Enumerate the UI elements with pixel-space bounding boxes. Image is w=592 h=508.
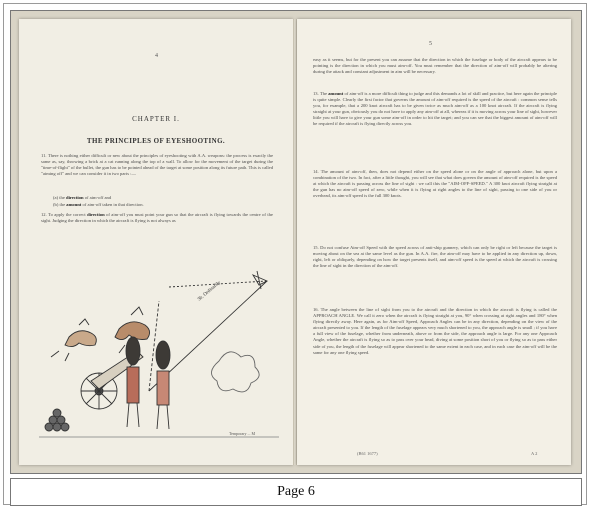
- footer-signature: A 2: [531, 451, 538, 456]
- list-item-b: (b) the amount of aim-off taken in that direction.: [53, 202, 144, 207]
- right-page-number: 5: [429, 41, 432, 47]
- section-heading: THE PRINCIPLES OF EYESHOOTING.: [86, 137, 226, 145]
- page-caption-bar: [10, 478, 582, 506]
- gunners-illustration: [29, 241, 291, 445]
- viewer-frame: [3, 3, 587, 505]
- paragraph-16: 16. The angle between the line of sight from you to the aircraft and the direction in which the aircraft is flying is called the APPROACH ANGLE. We call it zero when the aircraft is flying straight at you, 90° when crossing at right angles and 180° when flying directly away. Here again, as for Aim-off Speed, Approach Angles can be in any direction, depending on the view of the aircraft presented to you. If the length of the fuselage appears very much shortened to you, the approach angle is small ; if you have a full view of the fuselage, whether from underneath, above or from the side, the approach angle is large. For any one Approach Angle, whether the aircraft is flying so as to pass over your head, diving at some position short of you or flying so as to pass either side of you, the length of the fuselage will appear shortened to the same extent in each case, and in each case the aim-off will be the same for any one flying speed.: [313, 307, 557, 355]
- paragraph-11: 11. There is nothing either difficult or new about the principles of eyeshooting with A.A. weapons: the process is exactly the same as, say, throwing a brick at a cat running along the top of a wall. To allow for the movement of the target during the "time-of-flight" of the bullet, the gun has to be pointed ahead of the target at some position along its future path. This is called "aiming off" and we can consider it in two parts :—: [41, 153, 273, 177]
- page-caption: Page 6: [277, 484, 315, 499]
- scanned-spread: [10, 10, 582, 474]
- aircraft-sketch: [253, 271, 267, 289]
- chapter-title: CHAPTER I.: [132, 115, 180, 123]
- left-page: [19, 19, 293, 465]
- paragraph-12: 12. To apply the correct direction of aim-off you must point your gun so that the aircraft is flying towards the centre of the sight. Judging the direction in which the aircraft is flying is not always as: [41, 212, 273, 224]
- left-page-number: 4: [155, 53, 158, 59]
- right-page: [297, 19, 571, 465]
- list-item-a: (a) the direction of aim-off and: [53, 195, 112, 200]
- artist-signature: Temporary ... M: [229, 431, 256, 436]
- paragraph-14: 14. The amount of aim-off, then, does not depend either on the speed alone or on the angle of approach alone, but upon a combination of the two. In fact, after a little thought, you will see that what does govern the amount of aim-off required is the speed at which the aircraft is passing across the line of sight : we call this the "AIM-OFF-SPEED." A 300 knot aircraft flying straight at the gun has no aim-off speed of zero, while when it is flying at right angles to the line of sight, passing to one side of you or overhead, its aim-off speed is the full 300 knots.: [313, 169, 557, 199]
- paragraph-continued: easy as it seems, but for the present you can assume that the direction in which the fuselage or body of the aircraft appears to be pointing is the direction in which you must aim-off. You must remember that the direction of aim-off will probably be altering during the attack and constant adjustment in aim will be necessary.: [313, 57, 557, 75]
- footer-code: (B61 1677): [357, 451, 378, 456]
- paragraph-15: 15. Do not confuse Aim-off Speed with the speed across of anti-ship gunnery, which can only be right or left because the target is moving about on the sea at the same level as the gun. In A.A. fire, the aim-off may have to be applied in any direction up, down, right, left or obliquely, depending on how the target presents itself, and aim-off speed is the speed at which the aircraft is crossing the line of sight in the direction of the aim-off.: [313, 245, 557, 269]
- illustration-label: 3b. Ordinarily: [197, 280, 222, 303]
- paragraph-13: 13. The amount of aim-off is a more difficult thing to judge and this demands a lot of skill and practice, but here again the principle is quite simple. Clearly the first factor that governs the amount of aim-off required is the speed of the aircraft : common sense tells you, for example, that a 200 knot aircraft has to be given twice as much aim-off as a 100 knot aircraft. If the aircraft is flying straight at your gun, obviously you do not have to apply any aim-off at all, whereas if it is moving across your line of sight, however little you will have to give your gun some aim-off in order to hit the target; and you can see that the biggest amount of aim-off will be required if the aircraft is flying directly across you.: [313, 91, 557, 127]
